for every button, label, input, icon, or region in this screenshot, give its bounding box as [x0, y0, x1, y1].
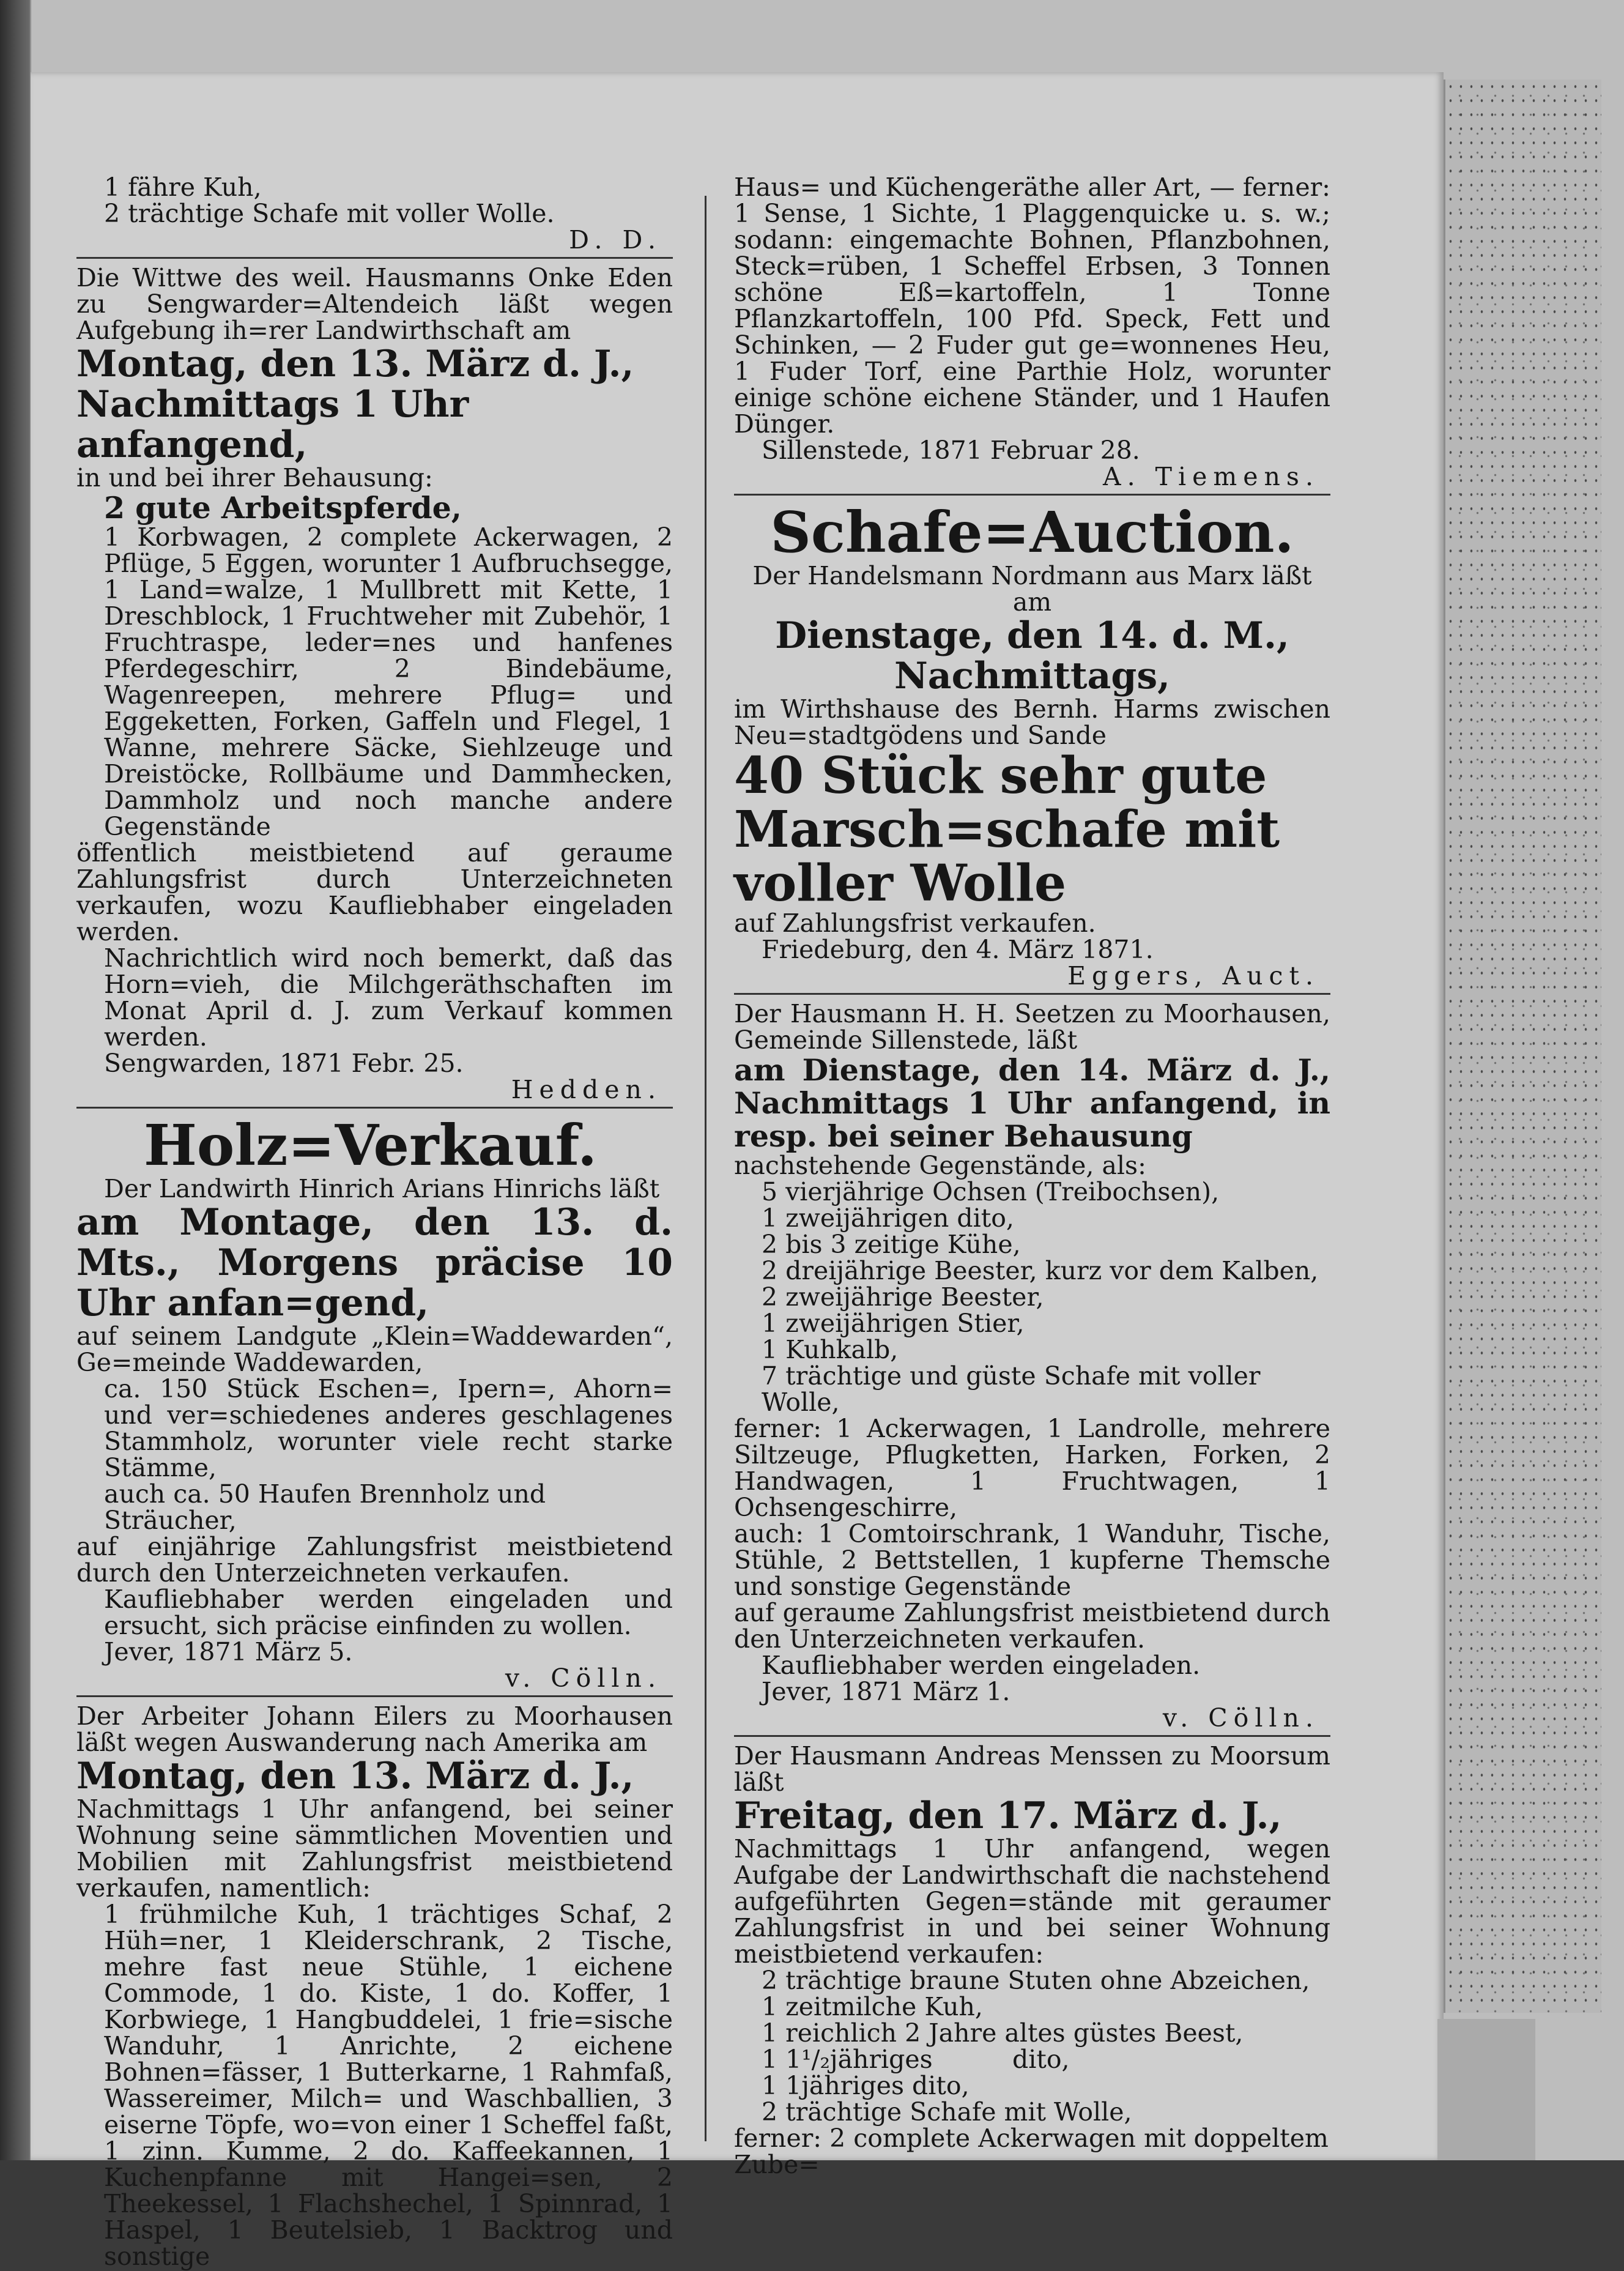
b3-item: 2 dreijährige Beester, kurz vor dem Kalben, [762, 1256, 1319, 1285]
ad1-signature: D. D. [569, 225, 662, 255]
left-column [76, 174, 673, 2270]
ad2-items: 1 Korbwagen, 2 complete Ackerwagen, 2 Pflüge, 5 Eggen, worunter 1 Aufbruchsegge, 1 Land=walze, 1 Mullbrett mit Kette, 1 Dreschblock, 1 Fruchtweher mit Zubehör, 1 Fruchtraspe, leder=nes und hanfenes Pferdegeschirr, 2 Bindebäume, Wagenreepen, mehrere Pflug= und Eggeketten, Forken, Gaffeln und Flegel, 1 Wanne, mehrere Säcke, Siehlzeuge und Dreistöcke, Rollbäume und Dammhecken, Dammholz und noch manche andere Gegenstände [104, 522, 673, 841]
ad2-sale: öffentlich meistbietend auf geraume Zahlungsfrist durch Unterzeichneten verkaufen, wozu Kaufliebhaber eingeladen werden. [76, 838, 673, 946]
ad2-note: Nachrichtlich wird noch bemerkt, daß das Horn=vieh, die Milchgeräthschaften im Monat April d. J. zum Verkauf kommen werden. [104, 943, 673, 1052]
ad1-line1: 1 fähre Kuh, [104, 173, 262, 202]
b2-title: Schafe=Auction. [770, 499, 1294, 565]
separator [76, 257, 673, 259]
separator [734, 494, 1330, 496]
ad2-time: Nachmittags 1 Uhr anfangend, [76, 383, 469, 466]
b2-offer: 40 Stück sehr gute Marsch=schafe mit voller Wolle [734, 746, 1280, 913]
b3-item: 2 bis 3 zeitige Kühe, [762, 1230, 1021, 1259]
separator [76, 1695, 673, 1697]
ad2-signature: Hedden. [511, 1075, 662, 1104]
b3-date: am Dienstage, den 14. März d. J., Nachmittags 1 Uhr anfangend, in resp. bei seiner Behausung [734, 1052, 1330, 1154]
ad2-place: in und bei ihrer Behausung: [76, 463, 433, 492]
b3-signature: v. Cölln. [1162, 1703, 1319, 1733]
b3-item: 2 zweijährige Beester, [762, 1282, 1044, 1312]
ad3-place: auf seinem Landgute „Klein=Waddewarden“, Ge=meinde Waddewarden, [76, 1321, 673, 1377]
b3-item: 5 vierjährige Ochsen (Treibochsen), [762, 1177, 1220, 1206]
ad4-intro: Der Arbeiter Johann Eilers zu Moorhausen läßt wegen Auswanderung nach Amerika am [76, 1701, 673, 1757]
separator [734, 1735, 1330, 1737]
ad3-items2: auch ca. 50 Haufen Brennholz und Sträucher, [104, 1479, 546, 1535]
b4-item: 1 1¹/₂jähriges dito, [762, 2045, 1070, 2074]
b2-date: Dienstage, den 14. d. M., [775, 614, 1289, 657]
column-divider [705, 196, 706, 2141]
ad3-date: am Montage, den 13. d. Mts., Morgens präcise 10 Uhr anfan=gend, [76, 1201, 673, 1325]
b1-text: Haus= und Küchengeräthe aller Art, — ferner: 1 Sense, 1 Sichte, 1 Plaggenquicke u. s. w.; sodann: eingemachte Bohnen, Pflanzbohnen, Steck=rüben, 1 Scheffel Erbsen, 3 Tonnen schöne Eß=kartoffeln, 1 Tonne Pflanzkartoffeln, 100 Pfd. Speck, Fett und Schinken, — 2 Fuder gut ge=wonnenes Heu, 1 Fuder Torf, eine Parthie Holz, worunter einige schöne eichene Ständer, und 1 Haufen Dünger. [734, 173, 1330, 439]
ad4-text: Nachmittags 1 Uhr anfangend, bei seiner Wohnung seine sämmtlichen Moventien und Mobilien mit Zahlungsfrist meistbietend verkaufen, namentlich: [76, 1794, 673, 1903]
separator [76, 1107, 673, 1109]
ad3-sale: auf einjährige Zahlungsfrist meistbietend durch den Unterzeichneten verkaufen. [76, 1532, 673, 1588]
ad2-horses: 2 gute Arbeitspferde, [104, 490, 462, 526]
b3-ferner: ferner: 1 Ackerwagen, 1 Landrolle, mehrere Siltzeuge, Pflugketten, Harken, Forken, 2 Handwagen, 1 Fruchtwagen, 1 Ochsengeschirre, [734, 1414, 1330, 1522]
ad2-intro: Die Wittwe des weil. Hausmanns Onke Eden zu Sengwarder=Altendeich läßt wegen Aufgebung ih=rer Landwirthschaft am [76, 263, 673, 345]
b4-date: Freitag, den 17. März d. J., [734, 1794, 1282, 1837]
ad3-title: Holz=Verkauf. [144, 1112, 598, 1178]
b1-signature: A. Tiemens. [1102, 462, 1319, 491]
b3-intro: Der Hausmann H. H. Seetzen zu Moorhausen, Gemeinde Sillenstede, läßt [734, 999, 1330, 1055]
ad3-signature: v. Cölln. [505, 1663, 662, 1693]
b2-signature: Eggers, Auct. [1067, 961, 1319, 991]
ad3-intro: Der Landwirth Hinrich Arians Hinrichs läßt [104, 1174, 660, 1203]
page-edge-corner [1437, 2019, 1535, 2160]
ad1-line2: 2 trächtige Schafe mit voller Wolle. [104, 199, 555, 228]
b4-text: Nachmittags 1 Uhr anfangend, wegen Aufgabe der Landwirthschaft die nachstehend aufgeführten Gegen=stände mit geraumer Zahlungsfrist in und bei seiner Wohnung meistbietend verkaufen: [734, 1834, 1330, 1969]
b4-item: 2 trächtige Schafe mit Wolle, [762, 2097, 1132, 2127]
b4-item: 1 1jähriges dito, [762, 2071, 970, 2100]
b1-dateline: Sillenstede, 1871 Februar 28. [762, 436, 1140, 465]
b4-item: 1 zeitmilche Kuh, [762, 1992, 983, 2021]
b4-item: 2 trächtige braune Stuten ohne Abzeichen, [762, 1966, 1310, 1995]
b3-dateline: Jever, 1871 März 1. [762, 1677, 1010, 1706]
b4-intro: Der Hausmann Andreas Menssen zu Moorsum läßt [734, 1741, 1330, 1797]
b3-lead: nachstehende Gegenstände, als: [734, 1151, 1146, 1180]
b2-sale: auf Zahlungsfrist verkaufen. [734, 909, 1096, 938]
b3-sale: auf geraume Zahlungsfrist meistbietend durch den Unterzeichneten verkaufen. [734, 1598, 1330, 1654]
right-column [734, 174, 1330, 2178]
b4-ferner: ferner: 2 complete Ackerwagen mit doppeltem Zube= [734, 2124, 1329, 2179]
ad3-note: Kaufliebhaber werden eingeladen und ersucht, sich präcise einfinden zu wollen. [104, 1585, 673, 1640]
ad4-items: 1 frühmilche Kuh, 1 trächtiges Schaf, 2 Hüh=ner, 1 Kleiderschrank, 2 Tische, mehre fast neue Stühle, 1 eichene Commode, 1 do. Kiste, 1 do. Koffer, 1 Korbwiege, 1 Hangbuddelei, 1 frie=sische Wanduhr, 1 Anrichte, 2 eichene Bohnen=fässer, 1 Butterkarne, 1 Rahmfaß, Wassereimer, Milch= und Waschballien, 3 eiserne Töpfe, wo=von einer 1 Scheffel faßt, 1 zinn. Kumme, 2 do. Kaffeekannen, 1 Kuchenpfanne mit Hangei=sen, 2 Theekessel, 1 Flachshechel, 1 Spinnrad, 1 Haspel, 1 Beutelsieb, 1 Backtrog und sonstige [104, 1900, 673, 2271]
b3-item: 1 zweijährigen dito, [762, 1203, 1014, 1233]
b4-item: 1 reichlich 2 Jahre altes güstes Beest, [762, 2018, 1244, 2048]
ad2-dateline: Sengwarden, 1871 Febr. 25. [104, 1049, 464, 1078]
b3-note: Kaufliebhaber werden eingeladen. [762, 1651, 1201, 1680]
b3-item: 1 Kuhkalb, [762, 1335, 899, 1364]
b2-intro: Der Handelsmann Nordmann aus Marx läßt am [752, 561, 1312, 617]
b3-auch: auch: 1 Comtoirschrank, 1 Wanduhr, Tische, Stühle, 2 Bettstellen, 1 kupferne Themsche und sonstige Gegenstände [734, 1519, 1330, 1601]
ad2-date: Montag, den 13. März d. J., [76, 343, 634, 385]
page-edge-stack [1444, 80, 1601, 2013]
ad3-dateline: Jever, 1871 März 5. [104, 1637, 353, 1667]
b3-item: 1 zweijährigen Stier, [762, 1309, 1025, 1338]
separator [734, 993, 1330, 995]
b2-place: im Wirthshause des Bernh. Harms zwischen Neu=stadtgödens und Sande [734, 694, 1330, 750]
ad3-items1: ca. 150 Stück Eschen=, Ipern=, Ahorn= und ver=schiedenes anderes geschlagenes Stammholz, worunter viele recht starke Stämme, [104, 1374, 673, 1482]
ad4-date: Montag, den 13. März d. J., [76, 1755, 634, 1797]
b3-item: 7 trächtige und güste Schafe mit voller Wolle, [762, 1361, 1261, 1417]
b2-time: Nachmittags, [894, 655, 1171, 697]
b2-dateline: Friedeburg, den 4. März 1871. [762, 935, 1154, 964]
